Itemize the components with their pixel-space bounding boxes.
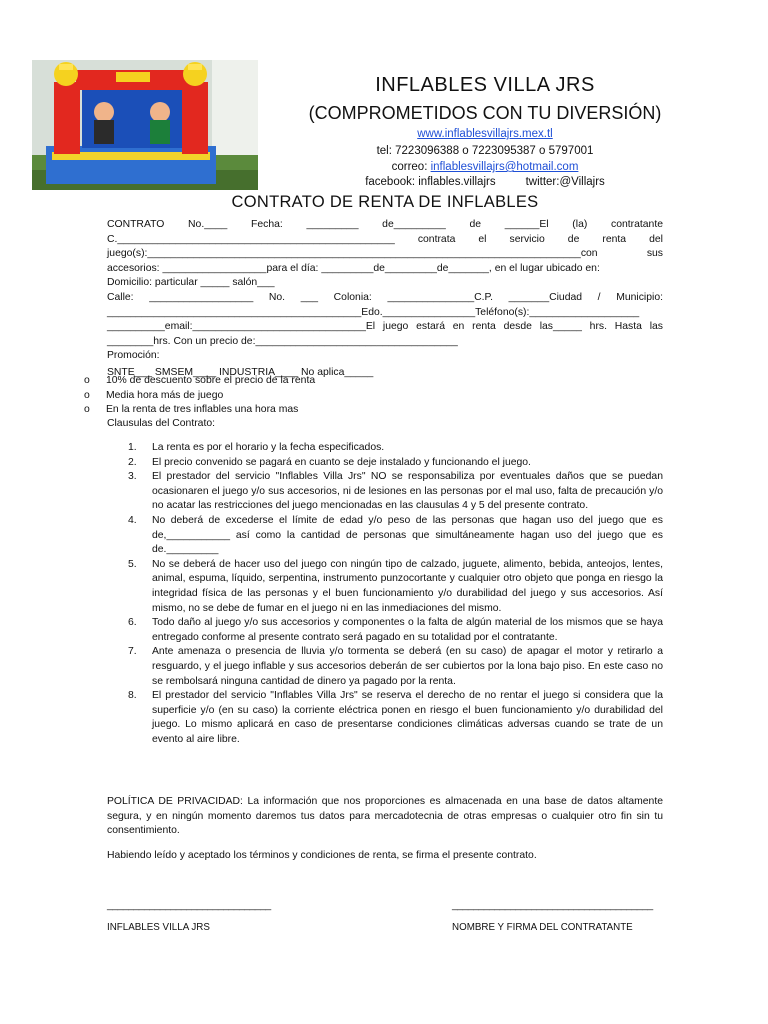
company-signature-line: _______________________________ bbox=[107, 900, 271, 911]
company-signature-label: INFLABLES VILLA JRS bbox=[107, 922, 210, 933]
contract-form bbox=[107, 218, 663, 381]
list-item: o 10% de descuento sobre el precio de la renta bbox=[84, 374, 315, 389]
list-item: 3. El prestador del servicio "Inflables Villa Jrs" NO se responsabiliza por eventuales daños que se puedan ocasionaren el juego y/o sus accesorios, ni de lesiones en las personas por el mal uso, falta de precaución y/o no acatar las restricciones del juego mencionadas en las clausulas 4 y 5 del presente contrato. bbox=[128, 471, 663, 512]
client-signature-label: NOMBRE Y FIRMA DEL CONTRATANTE bbox=[452, 922, 633, 933]
domicilio-field: Domicilio: particular _____ salón___ bbox=[107, 277, 275, 289]
list-item: 1. La renta es por el horario y la fecha especificados. bbox=[128, 442, 385, 453]
bullet-circle-icon: o bbox=[84, 404, 90, 416]
promocion-label: Promoción: bbox=[107, 350, 160, 362]
contract-intro-fields: CONTRATO No.____ Fecha: _________ de_________ de ______El (la) contratante C.________________________________________________ contrata el servicio de renta del juego(s):___________________________________________________________________________con sus accesorios: __________________para el día: _________de_________de_______, en el lugar ubicado en: bbox=[107, 219, 663, 274]
list-item: 6. Todo daño al juego y/o sus accesorios y componentes o la falta de algún material de los mismos que se haya entregado conforme al presente contrato será pagado en su totalidad por el contratante. bbox=[128, 617, 663, 643]
bounce-house-image bbox=[32, 60, 258, 190]
facebook-handle: facebook: inflables.villajrs bbox=[365, 176, 496, 188]
website-row bbox=[260, 128, 710, 140]
acceptance-statement: Habiendo leído y aceptado los términos y condiciones de renta, se firma el presente contrato. bbox=[107, 850, 537, 861]
bullet-circle-icon: o bbox=[84, 389, 90, 401]
clausulas-heading: Clausulas del Contrato: bbox=[107, 418, 216, 429]
company-slogan: (COMPROMETIDOS CON TU DIVERSIÓN) bbox=[308, 103, 662, 123]
privacy-policy: POLÍTICA DE PRIVACIDAD: La información que nos proporciones es almacenada en una base de datos altamente segura, y en ningún momento daremos tus datos para mercadotecnia de otras empresas o cualquier otro fin sin tu consentimiento. bbox=[107, 796, 663, 837]
inflable-photo bbox=[32, 60, 258, 190]
list-item: 5. No se deberá de hacer uso del juego con ningún tipo de calzado, juguete, alimento, bebida, anteojos, lentes, animal, espuma, líquido, serpentina, instrumento punzocortante y cualquier otro objeto que ponga en riesgo la integridad física de las personas y el buen funcionamiento y/o durabilidad del juego y sus accesorios. Así mismo, no se debe de fumar en el juego ni en las inmediaciones del mismo. bbox=[128, 558, 663, 614]
contract-title: CONTRATO DE RENTA DE INFLABLES bbox=[231, 193, 539, 211]
phone-numbers: tel: 7223096388 o 7223095387 o 5797001 bbox=[376, 145, 594, 157]
social-row bbox=[260, 176, 710, 188]
address-fields: Calle: __________________ No. ___ Colonia: _______________C.P. _______Ciudad / Municipio: ____________________________________________Edo.________________Teléfono(s):___________________ __________email:______________________________El juego estará en renta desde las_____ hrs. Hasta las ________hrs. Con un precio de:___________________________________ bbox=[107, 291, 663, 347]
client-signature-line: ______________________________________ bbox=[452, 900, 653, 911]
promotion-list bbox=[84, 374, 315, 418]
email-label: correo: bbox=[391, 161, 431, 173]
list-item: 8. El prestador del servicio "Inflables Villa Jrs" se reserva el derecho de no rentar el juego si considera que la superficie y/o (en su caso) la corriente eléctrica ponen en riesgo el buen funcionamiento y/o durabilidad del juego. Lo mismo aplicará en caso de presentarse condiciones climáticas adversas cuando se trate de un evento al aire libre. bbox=[128, 690, 663, 745]
twitter-handle: twitter:@Villajrs bbox=[525, 176, 605, 188]
list-item: 7. Ante amenaza o presencia de lluvia y/o tormenta se deberá (en su caso) de apagar el motor y retirarlo a resguardo, y el juego inflable y sus accesorios deberán de ser cubiertos por la lona bajo piso. En este caso no se rembolsará ninguna cantidad de dinero ya pagado por la renta. bbox=[128, 646, 663, 687]
list-item: o Media hora más de juego bbox=[84, 389, 315, 404]
list-item: 4. No deberá de excederse el límite de edad y/o peso de las personas que hagan uso del juego que es de,___________ así como la cantidad de personas que simultáneamente hagan uso del juego que es de._________ bbox=[128, 514, 663, 556]
promocion-options: SNTE___ SMSEM____ INDUSTRIA____ No aplica_____ bbox=[107, 366, 374, 378]
company-name: INFLABLES VILLA JRS bbox=[375, 74, 595, 96]
list-item: 2. El precio convenido se pagará en cuanto se deje instalado y funcionando el juego. bbox=[128, 456, 531, 468]
bullet-circle-icon: o bbox=[84, 375, 90, 386]
email-link[interactable]: inflablesvillajrs@hotmail.com bbox=[430, 161, 579, 173]
list-item: o En la renta de tres inflables una hora mas bbox=[84, 403, 315, 418]
email-row bbox=[260, 161, 710, 173]
website-link[interactable]: www.inflablesvillajrs.mex.tl bbox=[417, 128, 553, 140]
clausulas-list bbox=[107, 441, 663, 747]
